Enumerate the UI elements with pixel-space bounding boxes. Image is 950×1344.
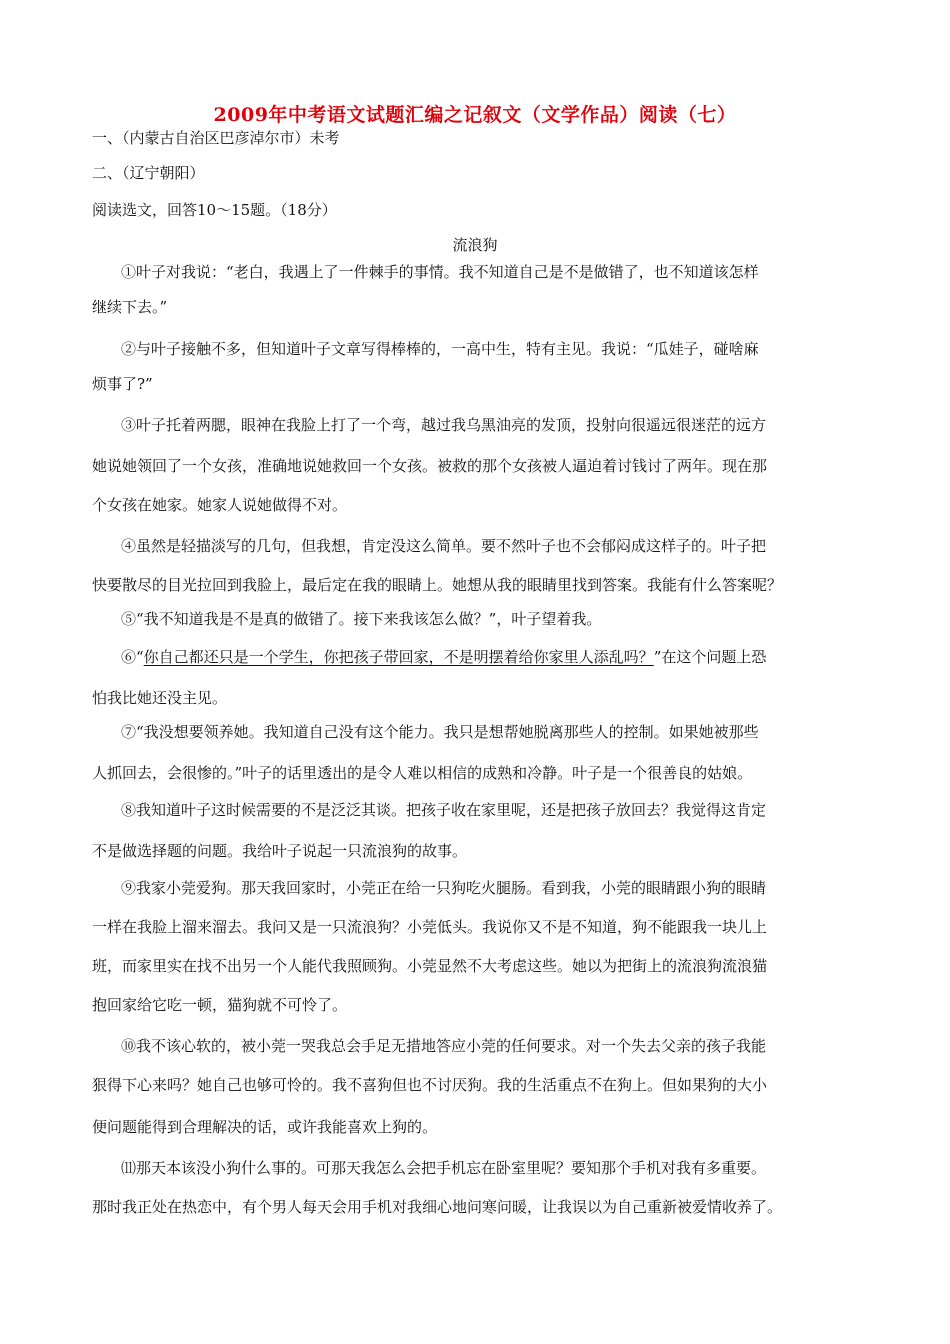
paragraph-line: 快要散尽的目光拉回到我脸上，最后定在我的眼睛上。她想从我的眼睛里找到答案。我能有什么答案呢？ — [92, 576, 783, 594]
paragraph-line: ⑩我不该心软的，被小莞一哭我总会手足无措地答应小莞的任何要求。对一个失去父亲的孩子我能 — [121, 1037, 767, 1055]
paragraph-line: ⑦“我没想要领养她。我知道自己没有这个能力。我只是想帮她脱离那些人的控制。如果她被那些 — [121, 723, 759, 741]
paragraph-line: 人抓回去，会很惨的。”叶子的话里透出的是令人难以相信的成熟和冷静。叶子是一个很善良的姑娘。 — [92, 764, 753, 782]
paragraph-line — [121, 647, 901, 667]
paragraph-line: 狠得下心来吗？她自己也够可怜的。我不喜狗但也不讨厌狗。我的生活重点不在狗上。但如果狗的大小 — [92, 1076, 768, 1094]
paragraph-line: ⑨我家小莞爱狗。那天我回家时，小莞正在给一只狗吃火腿肠。看到我，小莞的眼睛跟小狗的眼睛 — [121, 879, 767, 897]
document-title: 2009年中考语文试题汇编之记叙文（文学作品）阅读（七） — [213, 104, 737, 126]
section-heading: 二、（辽宁朝阳） — [92, 164, 205, 182]
paragraph-line: ③叶子托着两腮，眼神在我脸上打了一个弯，越过我乌黑油亮的发顶，投射向很遥远很迷茫的远方 — [121, 416, 767, 434]
paragraph-line: 不是做选择题的问题。我给叶子说起一只流浪狗的故事。 — [92, 842, 468, 860]
paragraph-line: ⑤“我不知道我是不是真的做错了。接下来我该怎么做？”，叶子望着我。 — [121, 610, 602, 628]
paragraph-line: ⑧我知道叶子这时候需要的不是泛泛其谈。把孩子收在家里呢，还是把孩子放回去？我觉得这肯定 — [121, 801, 767, 819]
quote-open: ⑥“ — [121, 648, 144, 666]
paragraph-line: 那时我正处在热恋中，有个男人每天会用手机对我细心地问寒问暖，让我误以为自己重新被爱情收养了。 — [92, 1198, 783, 1216]
article-title: 流浪狗 — [452, 236, 498, 254]
quote-close: ”在这个问题上恐 — [653, 648, 767, 666]
paragraph-line: 烦事了?” — [92, 375, 153, 393]
paragraph-line: ①叶子对我说：“老白，我遇上了一件棘手的事情。我不知道自己是不是做错了，也不知道该怎样 — [121, 263, 759, 281]
paragraph-line: 一样在我脸上溜来溜去。我问又是一只流浪狗？小莞低头。我说你又不是不知道，狗不能跟我一块儿上 — [92, 918, 768, 936]
reading-instruction: 阅读选文，回答10～15题。（18分） — [92, 201, 337, 219]
paragraph-line: 她说她领回了一个女孩，准确地说她救回一个女孩。被救的那个女孩被人逼迫着讨钱讨了两年。现在那 — [92, 457, 768, 475]
paragraph-line: 班，而家里实在找不出另一个人能代我照顾狗。小莞显然不大考虑这些。她以为把街上的流浪狗流浪猫 — [92, 957, 768, 975]
paragraph-line: ⑾那天本该没小狗什么事的。可那天我怎么会把手机忘在卧室里呢？要知那个手机对我有多重要。 — [121, 1159, 767, 1177]
paragraph-line: 抱回家给它吃一顿，猫狗就不可怜了。 — [92, 996, 348, 1014]
paragraph-line: 便问题能得到合理解决的话，或许我能喜欢上狗的。 — [92, 1118, 438, 1136]
paragraph-line: 怕我比她还没主见。 — [92, 689, 228, 707]
section-heading: 一、（内蒙古自治区巴彦淖尔市）未考 — [92, 129, 340, 147]
underlined-question: 你自己都还只是一个学生，你把孩子带回家，不是明摆着给你家里人添乱吗？ — [143, 648, 654, 666]
paragraph-line: 继续下去。” — [92, 298, 168, 316]
paragraph-line: ④虽然是轻描淡写的几句，但我想，肯定没这么简单。要不然叶子也不会郁闷成这样子的。叶子把 — [121, 537, 767, 555]
paragraph-line: ②与叶子接触不多，但知道叶子文章写得棒棒的，一高中生，特有主见。我说：“瓜娃子，碰啥麻 — [121, 340, 759, 358]
paragraph-line: 个女孩在她家。她家人说她做得不对。 — [92, 496, 348, 514]
